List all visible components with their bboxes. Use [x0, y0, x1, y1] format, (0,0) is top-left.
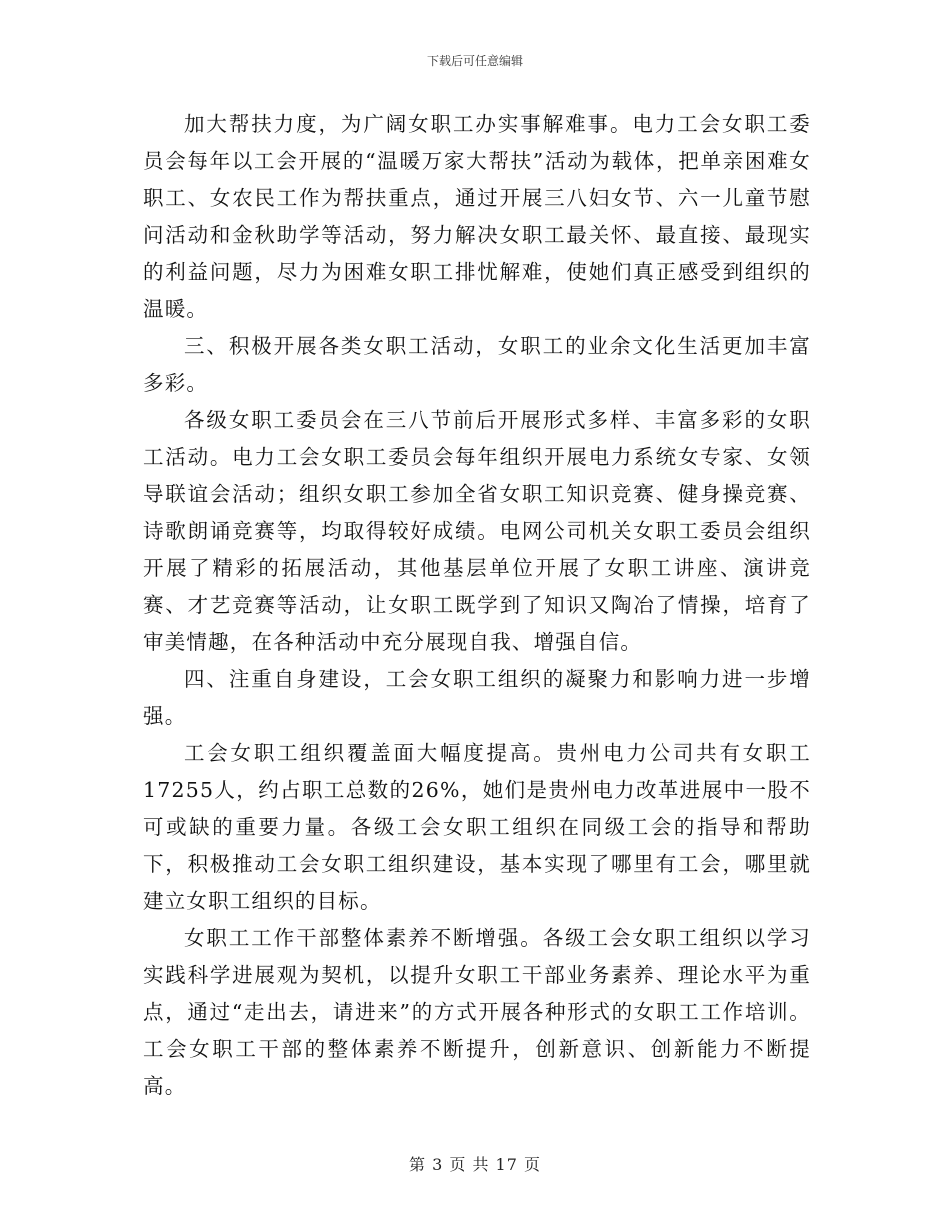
- page-header: 下载后可任意编辑: [426, 54, 523, 68]
- paragraph-activities: 各级女职工委员会在三八节前后开展形式多样、丰富多彩的女职工活动。电力工会女职工委员会每年组织开展电力系统女专家、女领导联谊会活动；组织女职工参加全省女职工知识竞赛、健身操竞赛、诗歌朗诵竞赛等，均取得较好成绩。电网公司机关女职工委员会组织开展了精彩的拓展活动，其他基层单位开展了女职工讲座、演讲竞赛、才艺竞赛等活动，让女职工既学到了知识又陶冶了情操，培育了审美情趣，在各种活动中充分展现自我、增强自信。: [143, 408, 811, 654]
- document-body: [143, 106, 811, 1105]
- paragraph-coverage: 工会女职工组织覆盖面大幅度提高。贵州电力公司共有女职工17255人，约占职工总数的26%，她们是贵州电力改革进展中一股不可或缺的重要力量。各级工会女职工组织在同级工会的指导和帮助下，积极推动工会女职工组织建设，基本实现了哪里有工会，哪里就建立女职工组织的目标。: [143, 741, 811, 913]
- section-heading-activities: 三、积极开展各类女职工活动，女职工的业余文化生活更加丰富多彩。: [143, 334, 811, 395]
- section-heading-self-building: 四、注重自身建设，工会女职工组织的凝聚力和影响力进一步增强。: [143, 667, 811, 728]
- paragraph-cadre-quality: 女职工工作干部整体素养不断增强。各级工会女职工组织以学习实践科学进展观为契机，以提升女职工干部业务素养、理论水平为重点，通过“走出去，请进来”的方式开展各种形式的女职工工作培训。工会女职工干部的整体素养不断提升，创新意识、创新能力不断提高。: [143, 926, 811, 1098]
- page-number: 第 3 页 共 17 页: [409, 1155, 541, 1174]
- paragraph-support-effort: 加大帮扶力度，为广阔女职工办实事解难事。电力工会女职工委员会每年以工会开展的“温暖万家大帮扶”活动为载体，把单亲困难女职工、女农民工作为帮扶重点，通过开展三八妇女节、六一儿童节慰问活动和金秋助学等活动，努力解决女职工最关怀、最直接、最现实的利益问题，尽力为困难女职工排忧解难，使她们真正感受到组织的温暖。: [143, 112, 811, 321]
